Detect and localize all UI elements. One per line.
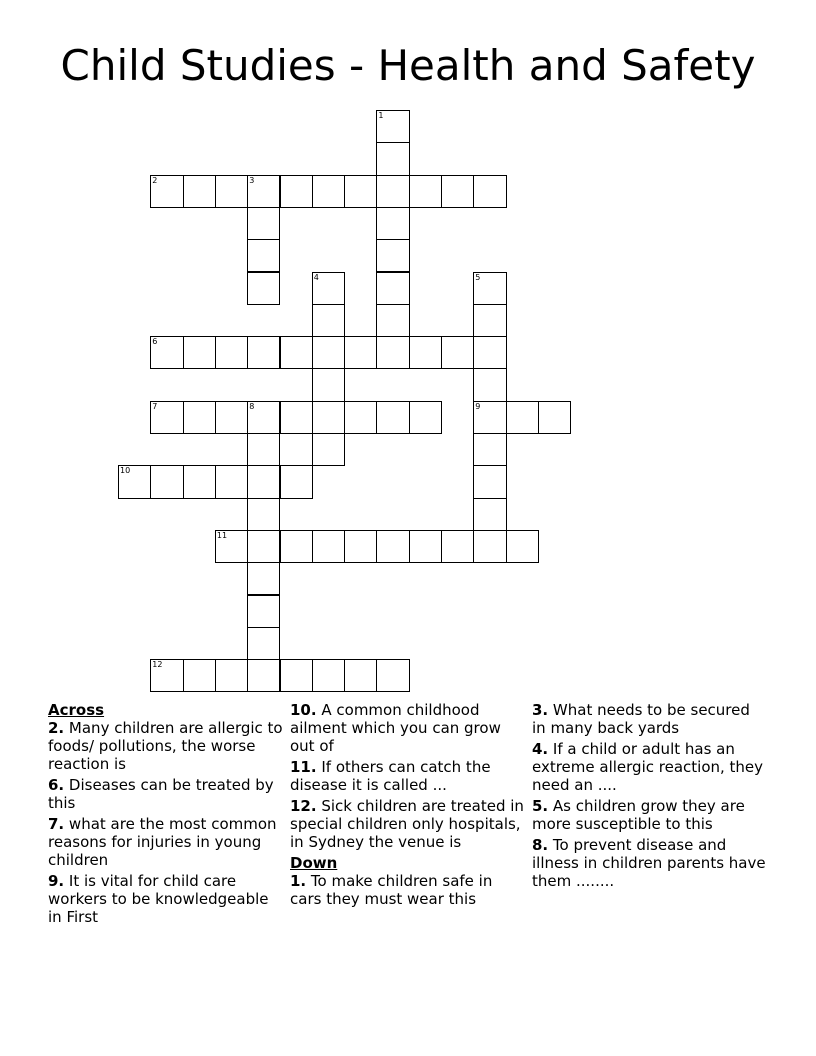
grid-cell[interactable] — [376, 239, 409, 272]
grid-cell[interactable] — [247, 175, 280, 208]
grid-cell[interactable] — [409, 401, 442, 434]
grid-cell[interactable] — [473, 433, 506, 466]
grid-cell[interactable] — [247, 401, 280, 434]
grid-cell[interactable] — [312, 336, 345, 369]
grid-cell[interactable] — [247, 336, 280, 369]
grid-cell[interactable] — [150, 336, 183, 369]
clue-across-12: 12. Sick children are treated in special children only hospitals, in Sydney the venue is — [290, 797, 524, 851]
grid-cell[interactable] — [409, 336, 442, 369]
clue-across-6: 6. Diseases can be treated by this — [48, 776, 274, 812]
clue-down-1: 1. To make children safe in cars they must wear this — [290, 872, 493, 908]
grid-cell[interactable] — [280, 465, 313, 498]
grid-cell[interactable] — [376, 336, 409, 369]
down-heading: Down — [290, 854, 338, 872]
grid-cell[interactable] — [215, 336, 248, 369]
grid-cell[interactable] — [183, 175, 216, 208]
clues-column-1 — [48, 701, 284, 929]
cell-number: 1 — [378, 111, 384, 120]
cell-number: 6 — [152, 337, 158, 347]
grid-cell[interactable] — [247, 627, 280, 660]
grid-cell[interactable] — [247, 530, 280, 563]
grid-cell[interactable] — [344, 530, 377, 563]
grid-cell[interactable] — [473, 175, 506, 208]
cell-number: 12 — [152, 660, 163, 670]
page-title: Child Studies - Health and Safety — [60, 41, 756, 90]
grid-cell[interactable] — [280, 659, 313, 692]
grid-cell[interactable] — [312, 272, 345, 305]
grid-cell[interactable] — [376, 401, 409, 434]
grid-cell[interactable] — [506, 401, 539, 434]
grid-cell[interactable] — [247, 498, 280, 531]
cell-number: 3 — [249, 175, 255, 185]
grid-cell[interactable] — [473, 368, 506, 401]
grid-cell[interactable] — [344, 401, 377, 434]
grid-cell[interactable] — [215, 401, 248, 434]
grid-cell[interactable] — [473, 401, 506, 434]
grid-cell[interactable] — [376, 110, 409, 143]
grid-cell[interactable] — [409, 175, 442, 208]
grid-cell[interactable] — [280, 336, 313, 369]
grid-cell[interactable] — [215, 659, 248, 692]
grid-cell[interactable] — [376, 304, 409, 337]
grid-cell[interactable] — [312, 433, 345, 466]
cell-number: 7 — [152, 401, 158, 411]
grid-cell[interactable] — [150, 175, 183, 208]
grid-cell[interactable] — [376, 530, 409, 563]
grid-cell[interactable] — [441, 336, 474, 369]
clues-column-3 — [532, 701, 768, 893]
cell-number: 11 — [216, 530, 228, 540]
grid-cell[interactable] — [247, 239, 280, 272]
clues-column-2 — [290, 701, 526, 911]
grid-cell[interactable] — [473, 530, 506, 563]
grid-cell[interactable] — [441, 530, 474, 563]
clue-across-10: 10. A common childhood ailment which you can grow out of — [290, 701, 501, 755]
cell-number: 10 — [120, 466, 131, 476]
grid-cell[interactable] — [538, 401, 571, 434]
grid-cell[interactable] — [150, 401, 183, 434]
grid-cell[interactable] — [473, 336, 506, 369]
cell-number: 9 — [475, 401, 481, 411]
grid-cell[interactable] — [473, 272, 506, 305]
grid-cell[interactable] — [150, 659, 183, 692]
grid-cell[interactable] — [183, 465, 216, 498]
grid-cell[interactable] — [312, 401, 345, 434]
grid-cell[interactable] — [280, 401, 313, 434]
grid-cell[interactable] — [312, 659, 345, 692]
clue-down-5: 5. As children grow they are more susceptible to this — [532, 797, 745, 833]
clue-across-2: 2. Many children are allergic to foods/ pollutions, the worse reaction is — [48, 719, 283, 773]
grid-cell[interactable] — [312, 368, 345, 401]
grid-cell[interactable] — [280, 530, 313, 563]
grid-cell[interactable] — [344, 336, 377, 369]
grid-cell[interactable] — [376, 175, 409, 208]
grid-cell[interactable] — [247, 659, 280, 692]
clue-across-9: 9. It is vital for child care workers to be knowledgeable in First — [48, 872, 269, 926]
cell-number: 2 — [152, 175, 158, 185]
grid-cell[interactable] — [473, 304, 506, 337]
clue-down-8: 8. To prevent disease and illness in children parents have them ........ — [532, 836, 766, 890]
clue-across-7: 7. what are the most common reasons for injuries in young children — [48, 815, 277, 869]
grid-cell[interactable] — [280, 175, 313, 208]
grid-cell[interactable] — [344, 175, 377, 208]
grid-cell[interactable] — [247, 272, 280, 305]
grid-cell[interactable] — [215, 175, 248, 208]
grid-cell[interactable] — [247, 595, 280, 628]
grid-cell[interactable] — [183, 336, 216, 369]
grid-cell[interactable] — [376, 142, 409, 175]
grid-cell[interactable] — [247, 562, 280, 595]
grid-cell[interactable] — [247, 433, 280, 466]
grid-cell[interactable] — [441, 175, 474, 208]
cell-number: 5 — [475, 272, 481, 282]
grid-cell[interactable] — [312, 304, 345, 337]
cell-number: 4 — [313, 272, 319, 282]
grid-cell[interactable] — [247, 207, 280, 240]
grid-cell[interactable] — [344, 659, 377, 692]
grid-cell[interactable] — [183, 401, 216, 434]
grid-cell[interactable] — [376, 207, 409, 240]
grid-cell[interactable] — [118, 465, 151, 498]
grid-cell[interactable] — [376, 272, 409, 305]
grid-cell[interactable] — [150, 465, 183, 498]
grid-cell[interactable] — [215, 465, 248, 498]
grid-cell[interactable] — [247, 465, 280, 498]
grid-cell[interactable] — [506, 530, 539, 563]
clue-down-4: 4. If a child or adult has an extreme allergic reaction, they need an .... — [532, 740, 764, 794]
grid-cell[interactable] — [215, 530, 248, 563]
across-heading: Across — [48, 701, 105, 719]
grid-cell[interactable] — [473, 465, 506, 498]
cell-number: 8 — [249, 401, 255, 411]
grid-cell[interactable] — [312, 530, 345, 563]
clue-across-11: 11. If others can catch the disease it is called ... — [290, 758, 491, 794]
grid-cell[interactable] — [183, 659, 216, 692]
grid-cell[interactable] — [312, 175, 345, 208]
grid-cell[interactable] — [473, 498, 506, 531]
grid-cell[interactable] — [409, 530, 442, 563]
clue-down-3: 3. What needs to be secured in many back yards — [532, 701, 750, 737]
grid-cell[interactable] — [376, 659, 409, 692]
